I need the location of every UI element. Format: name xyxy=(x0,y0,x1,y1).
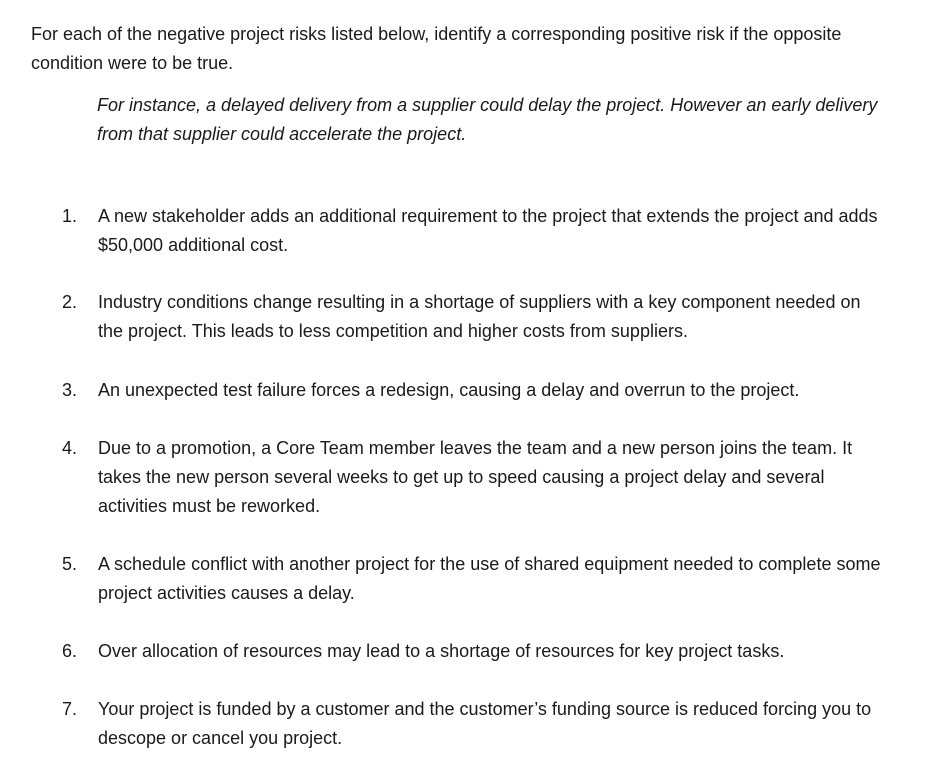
risk-text: Due to a promotion, a Core Team member leaves the team and a new person joins the team. It takes the new person several weeks to get up to speed causing a project delay and several activities must be reworked. xyxy=(98,438,853,516)
example-paragraph: For instance, a delayed delivery from a supplier could delay the project. However an early delivery from that supplier could accelerate the project. xyxy=(97,95,878,144)
risk-number: 3. xyxy=(62,380,78,400)
risk-item-2 xyxy=(62,288,892,346)
risk-number: 4. xyxy=(62,438,78,458)
risk-number: 6. xyxy=(62,641,78,661)
risk-item-3 xyxy=(62,376,892,405)
risk-item-5 xyxy=(62,550,892,608)
instructions-paragraph: For each of the negative project risks listed below, identify a corresponding positive risk if the opposite condition were to be true. xyxy=(31,24,842,73)
risk-text: A new stakeholder adds an additional requirement to the project that extends the project and adds $50,000 additional cost. xyxy=(98,206,878,255)
risk-number: 1. xyxy=(62,206,78,226)
risk-text: Over allocation of resources may lead to a shortage of resources for key project tasks. xyxy=(98,641,785,661)
risk-text: Your project is funded by a customer and the customer’s funding source is reduced forcing you to descope or cancel you project. xyxy=(98,699,872,748)
risk-text: An unexpected test failure forces a redesign, causing a delay and overrun to the project. xyxy=(98,380,800,400)
risk-number: 2. xyxy=(62,292,78,312)
risk-number: 7. xyxy=(62,699,78,719)
risk-item-4 xyxy=(62,434,892,521)
risk-text: A schedule conflict with another project for the use of shared equipment needed to complete some project activities causes a delay. xyxy=(98,554,881,603)
risk-item-6 xyxy=(62,637,892,666)
risk-number: 5. xyxy=(62,554,78,574)
risk-item-1 xyxy=(62,202,892,260)
risk-item-7 xyxy=(62,695,892,753)
risk-text: Industry conditions change resulting in a shortage of suppliers with a key component needed on the project. This leads to less competition and higher costs from suppliers. xyxy=(98,292,861,341)
